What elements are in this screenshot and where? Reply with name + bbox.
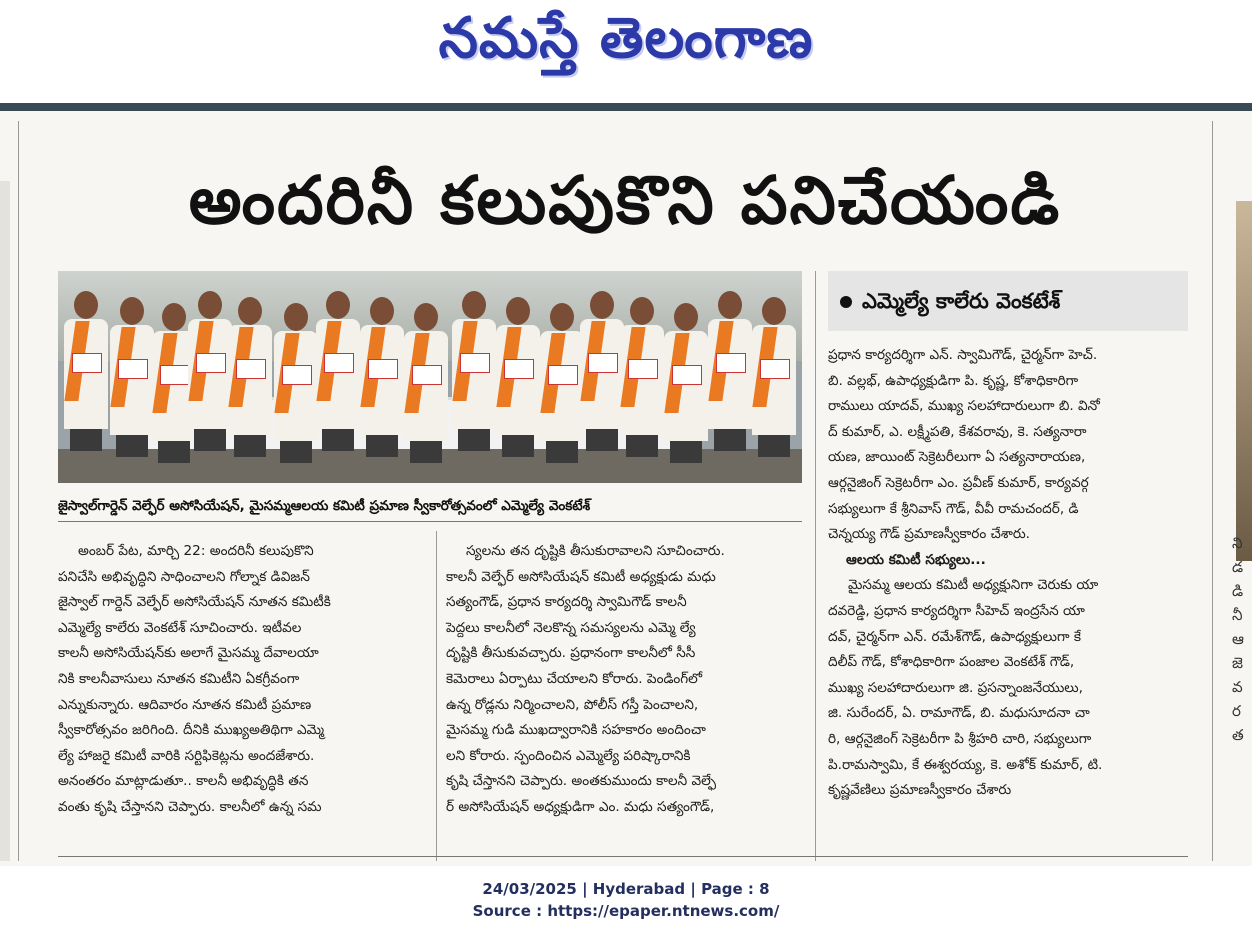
person-cert	[412, 365, 442, 385]
text-line: పెద్దలు కాలనీలో నెలకొన్న సమస్యలను ఎమ్మె ల్యే	[446, 619, 696, 636]
person-head	[718, 291, 742, 319]
subsection-heading: ఆలయ కమిటీ సభ్యులు...	[846, 551, 986, 568]
fragment-glyph: వ	[1232, 678, 1243, 696]
text-line: పి.రామస్వామి, కే ఈశ్వరయ్య, కె. అశోక్ కుమార్, టి.	[828, 756, 1103, 773]
person-cert	[716, 353, 746, 373]
person-legs	[234, 435, 266, 457]
text-line: దవ్, చైర్మన్‌గా ఎన్. రమేశ్‌గౌడ్, ఉపాధ్యక్షులుగా కే	[828, 628, 1081, 645]
text-line: సత్యంగౌడ్, ప్రధాన కార్యదర్శి స్వామిగౌడ్ కాలనీ	[446, 594, 687, 611]
person-cert	[236, 359, 266, 379]
person-legs	[322, 429, 354, 451]
text-line: స్వీకారోత్సవం జరిగింది. దీనికి ముఖ్యఅతిథిగా ఎమ్మె	[58, 722, 325, 739]
photo-person	[272, 303, 320, 463]
person-head	[238, 297, 262, 325]
text-line: దిలీప్ గౌడ్, కోశాధికారిగా పంజాల వెంకటేశ్ గౌడ్,	[828, 654, 1075, 671]
text-line: దవరెడ్డి, ప్రధాన కార్యదర్శిగా సీహెచ్ ఇంద్రసేన యా	[828, 602, 1085, 619]
adjacent-photo-fragment	[1236, 201, 1252, 561]
article-column-3	[828, 343, 1190, 804]
text-line: అంబర్ పేట, మార్చి 22: అందరినీ కలుపుకొని	[78, 543, 314, 559]
footer	[0, 878, 1252, 922]
person-legs	[366, 435, 398, 457]
person-cert	[760, 359, 790, 379]
bottom-rule	[58, 856, 1188, 857]
person-cert	[118, 359, 148, 379]
fragment-glyph: ని	[1232, 534, 1243, 552]
footer-date-page: 24/03/2025 | Hyderabad | Page : 8	[482, 880, 770, 898]
fragment-glyph: త	[1232, 726, 1244, 744]
text-line: ల్యే హాజరై కమిటీ వారికి సర్టిఫికెట్లను అందజేశారు.	[58, 747, 315, 764]
person-cert	[324, 353, 354, 373]
person-head	[326, 291, 350, 319]
fragment-glyph: ఆ	[1232, 630, 1244, 648]
photo-person	[226, 297, 274, 457]
text-line: మైసమ్మ గుడి ముఖద్వారానికి సహకారం అందించా	[446, 722, 706, 739]
person-cert	[504, 359, 534, 379]
photo-person	[618, 297, 666, 457]
person-legs	[586, 429, 618, 451]
column-divider	[815, 271, 816, 861]
text-line: స్యలను తన దృష్టికి తీసుకురావాలని సూచించారు.	[466, 543, 725, 559]
person-legs	[758, 435, 790, 457]
text-line: ప్రధాన కార్యదర్శిగా ఎన్. స్వామిగౌడ్, చైర్మన్‌గా హెచ్.	[828, 347, 1098, 363]
person-cert	[460, 353, 490, 373]
text-line: ర్ అసోసియేషన్ అధ్యక్షుడిగా ఎం. మధు సత్యంగౌడ్,	[446, 798, 715, 815]
text-line: కాలనీ అసోసియేషన్‌కు అలాగే మైసమ్మ దేవాలయా	[58, 645, 319, 662]
text-line: కృష్ణవేణిలు ప్రమాణస్వీకారం చేశారు	[828, 782, 1012, 799]
person-legs	[670, 441, 702, 463]
text-line: ముఖ్య సలహాదారులుగా జి. ప్రసన్నాంజనేయులు,	[828, 679, 1083, 696]
text-line: పనిచేసి అభివృద్ధిని సాధించాలని గోల్నాక డివిజన్	[58, 568, 310, 585]
left-margin-strip	[0, 181, 10, 861]
photo-caption: జైస్వాల్‌గార్డెన్ వెల్ఫేర్ అసోసియేషన్, మైసమ్మఆలయ కమిటీ ప్రమాణ స్వీకారోత్సవంలో ఎమ్మెల్యే వెంకటేశ్	[58, 498, 591, 514]
person-head	[674, 303, 698, 331]
text-line: లని కోరారు. స్పందించిన ఎమ్మెల్యే పరిష్కారానికి	[446, 747, 691, 764]
person-cert	[196, 353, 226, 373]
person-head	[370, 297, 394, 325]
bullet-icon	[840, 296, 852, 308]
fragment-glyph: జె	[1232, 654, 1243, 672]
text-line: ఎన్నుకున్నారు. ఆదివారం నూతన కమిటీ ప్రమాణ	[58, 696, 312, 713]
person-head	[506, 297, 530, 325]
text-line: అనంతరం మాట్లాడుతూ.. కాలనీ అభివృద్ధికి తన	[58, 773, 309, 790]
fragment-glyph: నీ	[1232, 606, 1243, 624]
person-head	[590, 291, 614, 319]
text-line: రి, ఆర్గనైజింగ్ సెక్రెటరీగా పి శ్రీహరి చారి, సభ్యులుగా	[828, 730, 1092, 747]
person-legs	[280, 441, 312, 463]
text-line: జైస్వాల్ గార్డెన్ వెల్ఫేర్ అసోసియేషన్ నూతన కమిటీకి	[58, 594, 331, 611]
person-legs	[410, 441, 442, 463]
person-head	[630, 297, 654, 325]
footer-source[interactable]: Source : https://epaper.ntnews.com/	[472, 902, 780, 920]
text-line: జి. సురేందర్, ఏ. రామాగౌడ్, బి. మధుసూదనా చా	[828, 705, 1090, 722]
left-border	[18, 121, 19, 861]
person-head	[284, 303, 308, 331]
article-photo	[58, 271, 802, 483]
person-head	[550, 303, 574, 331]
person-legs	[502, 435, 534, 457]
person-legs	[116, 435, 148, 457]
photo-person	[750, 297, 798, 457]
sidebar-heading-text: ఎమ్మెల్యే కాలేరు వెంకటేశ్	[862, 289, 1061, 313]
fragment-glyph: ర	[1232, 702, 1241, 720]
caption-rule	[58, 521, 802, 522]
person-cert	[368, 359, 398, 379]
person-legs	[70, 429, 102, 451]
photo-person	[706, 291, 754, 451]
column-divider	[436, 531, 437, 861]
person-legs	[626, 435, 658, 457]
photo-person	[314, 291, 362, 451]
text-line: ఆర్గనైజింగ్ సెక్రెటరీగా ఎం. ప్రవీణ్ కుమార్, కార్యవర్గ	[828, 474, 1089, 491]
article-headline: అందరినీ కలుపుకొని పనిచేయండి	[188, 162, 1062, 239]
text-line: ఉన్న రోడ్లను నిర్మించాలని, పోలీస్ గస్తీ పెంచాలని,	[446, 696, 699, 713]
text-line: కెమెరాలు ఏర్పాటు చేయాలని కోరారు. పెండింగ్‌లో	[446, 670, 703, 687]
person-head	[74, 291, 98, 319]
right-border	[1212, 121, 1213, 861]
photo-person	[662, 303, 710, 463]
person-cert	[282, 365, 312, 385]
person-legs	[458, 429, 490, 451]
text-line: దృష్టికి తీసుకువచ్చారు. ప్రధానంగా కాలనీలో సీసీ	[446, 645, 696, 662]
article-column-1	[58, 539, 428, 821]
photo-person	[450, 291, 498, 451]
person-legs	[546, 441, 578, 463]
person-head	[414, 303, 438, 331]
person-cert	[72, 353, 102, 373]
text-line: కాలనీ వెల్ఫేర్ అసోసియేషన్ కమిటీ అధ్యక్షుడు మధు	[446, 568, 716, 585]
person-cert	[548, 365, 578, 385]
person-head	[162, 303, 186, 331]
adjacent-column-fragment	[1232, 531, 1252, 747]
photo-person	[358, 297, 406, 457]
photo-person	[108, 297, 156, 457]
person-legs	[194, 429, 226, 451]
person-cert	[672, 365, 702, 385]
person-head	[762, 297, 786, 325]
text-line: బి. వల్లభ్, ఉపాధ్యక్షుడిగా పి. కృష్ణ, కోశాధికారిగా	[828, 372, 1079, 389]
photo-person	[494, 297, 542, 457]
article-column-2	[446, 539, 806, 821]
masthead	[0, 0, 1252, 104]
text-line: ఎమ్మెల్యే కాలేరు వెంకటేశ్ సూచించారు. ఇటీవల	[58, 619, 302, 636]
text-line: కృషి చేస్తానని చెప్పారు. అంతకుముందు కాలనీ వెల్ఫే	[446, 773, 717, 790]
person-legs	[714, 429, 746, 451]
masthead-rule	[0, 103, 1252, 111]
text-line: యణ, జాయింట్ సెక్రెటరీలుగా ఏ సత్యనారాయణ,	[828, 449, 1086, 466]
text-line: మైసమ్మ ఆలయ కమిటీ అధ్యక్షునిగా చెరుకు యా	[848, 577, 1099, 594]
photo-person	[62, 291, 110, 451]
person-head	[462, 291, 486, 319]
fragment-glyph: డ	[1232, 558, 1244, 576]
text-line: చెన్నయ్య గౌడ్ ప్రమాణస్వీకారం చేశారు.	[828, 526, 1030, 543]
person-cert	[628, 359, 658, 379]
text-line: ద్ కుమార్, ఎ. లక్ష్మీపతి, కేశవరావు, కె. సత్యనారా	[828, 423, 1087, 440]
newspaper-logo: నమస్తే తెలంగాణ	[438, 6, 814, 71]
text-line: వంతు కృషి చేస్తానని చెప్పారు. కాలనీలో ఉన్న సమ	[58, 798, 322, 815]
text-line: సభ్యులుగా కే శ్రీనివాస్ గౌడ్, వీవీ రామచందర్, డి	[828, 500, 1079, 517]
fragment-glyph: డి	[1232, 582, 1244, 600]
sidebar-heading	[828, 271, 1188, 331]
article-clipping	[0, 111, 1252, 866]
photo-person	[402, 303, 450, 463]
person-head	[198, 291, 222, 319]
text-line: రాములు యాదవ్, ముఖ్య సలహాదారులుగా బి. వినో	[828, 398, 1100, 415]
person-cert	[588, 353, 618, 373]
text-line: నికి కాలనీవాసులు నూతన కమిటీని ఏకగ్రీవంగా	[58, 670, 300, 687]
person-head	[120, 297, 144, 325]
